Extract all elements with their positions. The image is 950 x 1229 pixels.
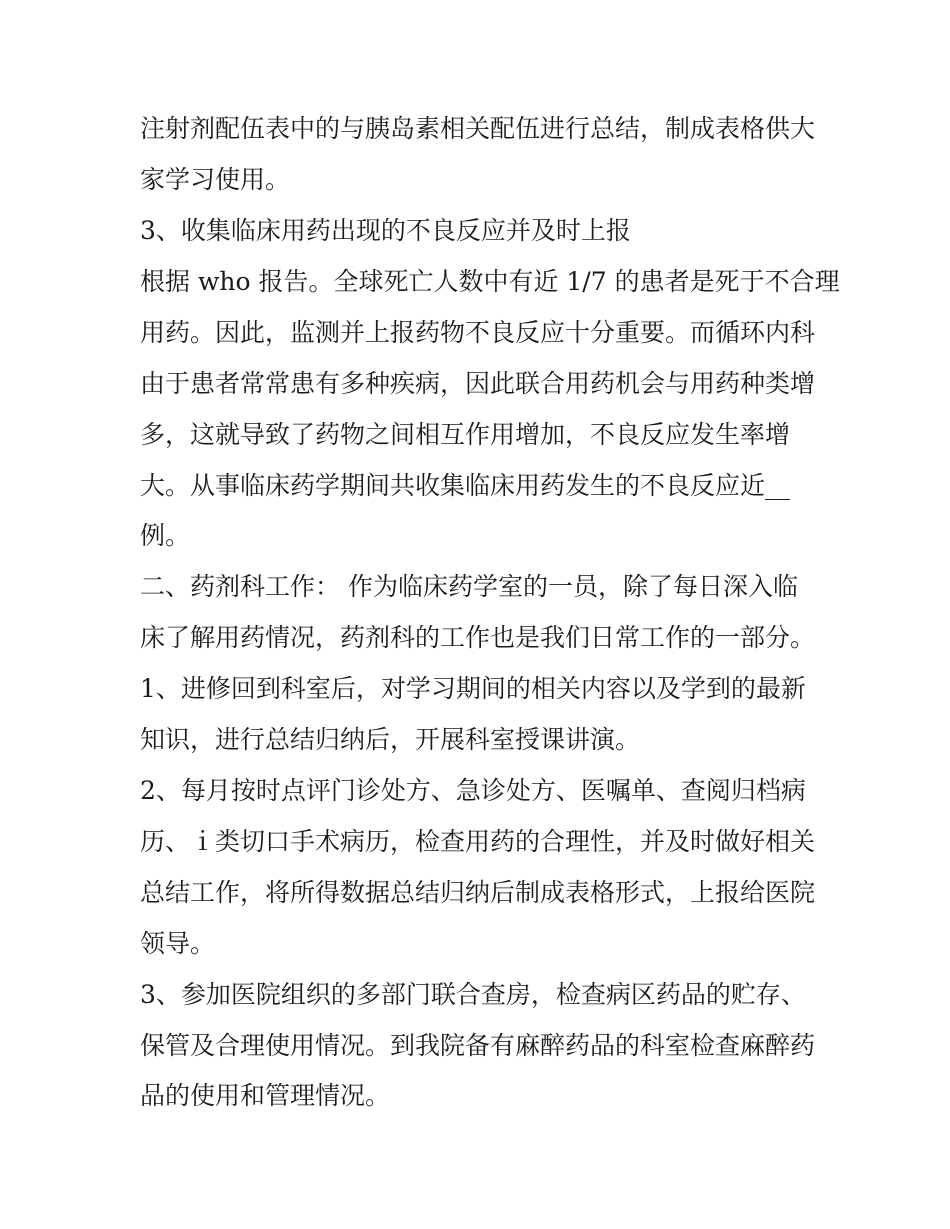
text-line: 1、进修回到科室后，对学习期间的相关内容以及学到的最新 bbox=[140, 674, 806, 703]
text-line: 多，这就导致了药物之间相互作用增加，不良反应发生率增 bbox=[140, 420, 791, 449]
text-line: 总结工作，将所得数据总结归纳后制成表格形式，上报给医院 bbox=[140, 878, 816, 907]
text-line: 2、每月按时点评门诊处方、急诊处方、医嘱单、查阅归档病 bbox=[140, 776, 806, 805]
text-line: 注射剂配伍表中的与胰岛素相关配伍进行总结，制成表格供大 bbox=[140, 114, 816, 143]
section-heading: 二、药剂科工作： 作为临床药学室的一员，除了每日深入临 bbox=[140, 572, 798, 601]
text-line: 3、收集临床用药出现的不良反应并及时上报 bbox=[140, 216, 631, 245]
text-line: 根据 who 报告。全球死亡人数中有近 1/7 的患者是死于不合理 bbox=[140, 267, 840, 296]
text-line: 用药。因此，监测并上报药物不良反应十分重要。而循环内科 bbox=[140, 318, 816, 347]
text-line: 知识，进行总结归纳后，开展科室授课讲演。 bbox=[140, 725, 641, 754]
text-line: 家学习使用。 bbox=[140, 165, 291, 194]
text-line: 例。 bbox=[140, 521, 191, 550]
text-line: 大。从事临床药学期间共收集临床用药发生的不良反应近__ bbox=[140, 471, 791, 500]
text-line: 床了解用药情况，药剂科的工作也是我们日常工作的一部分。 bbox=[140, 623, 816, 652]
text-line: 由于患者常常患有多种疾病，因此联合用药机会与用药种类增 bbox=[140, 369, 816, 398]
text-line: 保管及合理使用情况。到我院备有麻醉药品的科室检查麻醉药 bbox=[140, 1031, 816, 1060]
text-line: 3、参加医院组织的多部门联合查房，检查病区药品的贮存、 bbox=[140, 980, 806, 1009]
text-line: 品的使用和管理情况。 bbox=[140, 1081, 391, 1110]
text-line: 历、ｉ类切口手术病历，检查用药的合理性，并及时做好相关 bbox=[140, 827, 816, 856]
text-line: 领导。 bbox=[140, 929, 216, 958]
